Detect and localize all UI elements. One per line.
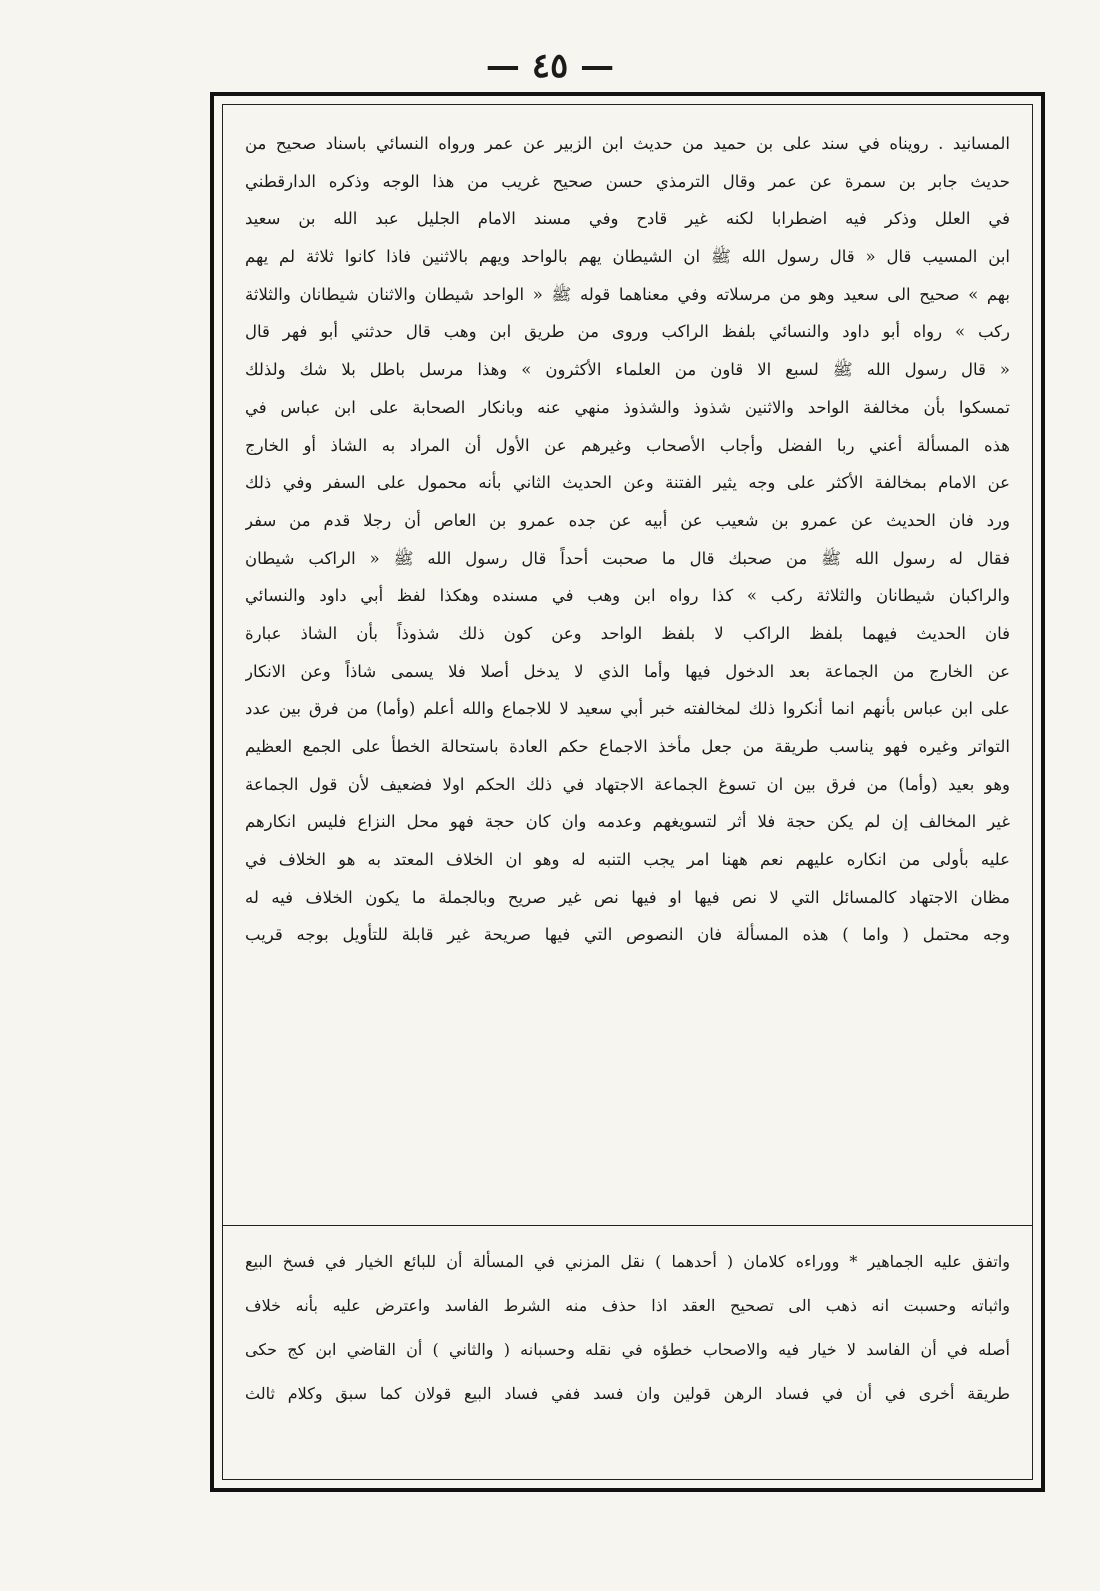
main-text-line: في العلل وذكر فيه اضطرابا لكنه غير قادح وفي مسند الامام الجليل عبد الله بن سعيد (245, 209, 1010, 229)
footnote-line: واتفق عليه الجماهير * ووراءه كلامان ( أحدهما ) نقل المزني في المسألة أن للبائع الخيار في فسخ البيع (245, 1252, 1010, 1271)
main-text-line: فان الحديث فيهما بلفظ الراكب لا بلفظ الواحد وعن كون ذلك شذوذاً بأن الشاذ عبارة (245, 623, 1010, 643)
main-text-line: ابن المسيب قال « قال رسول الله ﷺ ان الشيطان يهم بالواحد ويهم بالاثنين فاذا كانوا ثلاثة لم يهم (245, 247, 1010, 267)
main-text-block (245, 125, 1010, 954)
main-text-line: والراكبان شيطانان والثلاثة ركب » كذا رواه ابن وهب في مسنده وهكذا لفظ أبي داود والنسائي (245, 586, 1010, 606)
main-text-line: عن الامام بمخالفة الأكثر على وجه يثير الفتنة وعن الحديث الثاني بأنه محمول على السفر وفي ذلك (245, 473, 1010, 493)
main-text-line: التواتر وغيره فهو يناسب طريقة من جعل مأخذ الاجماع حكم العادة باستحالة الخطأ على الجمع العظيم (245, 737, 1010, 756)
main-text-line: عن الخارج من الجماعة بعد الدخول فيها وأما الذي لا يدخل أصلا فلا يسمى شاذاً وعن الانكار (245, 661, 1010, 681)
main-text-line: ركب » رواه أبو داود والنسائي بلفظ الراكب وروى من طريق ابن وهب قال حدثني أبو فهر قال (245, 322, 1010, 342)
footnote-line: طريقة أخرى في أن في فساد الرهن قولين وان فسد ففي فساد البيع قولان كما سبق وكلام ثالث (245, 1384, 1010, 1403)
main-text-line: مظان الاجتهاد كالمسائل التي لا نص فيها او فيها نص غير صريح وبالجملة ما يكون الخلاف فيه له (245, 887, 1010, 907)
main-text-line: عليه بأولى من انكاره عليهم نعم ههنا امر يجب التنبه له وهو ان الخلاف المعتد به هو الخلاف في (245, 850, 1010, 870)
main-text-line: ورد فان الحديث عن عمرو بن شعيب عن أبيه عن جده عمرو بن العاص أن رجلا قدم من سفر (245, 510, 1010, 530)
main-text-line: وهو بعيد (وأما) من فرق بين ان تسوغ الجماعة الاجتهاد في ذلك الحكم اولا فضعيف لأن قول الجماعة (245, 774, 1010, 794)
main-text-line: المسانيد . رويناه في سند على بن حميد من حديث ابن الزبير عن عمر ورواه النسائي باسناد صحيح من (245, 134, 1010, 153)
main-text-line: تمسكوا بأن مخالفة الواحد والاثنين شذوذ والشذوذ منهي عنه وبانكار الصحابة على ابن عباس في (245, 397, 1010, 417)
main-text-line: بهم » صحيح الى سعيد وهو من مرسلاته وفي معناهما قوله ﷺ « الواحد شيطان والاثنان شيطانان والثلاثة (245, 284, 1010, 304)
main-text-line: هذه المسألة أعني ربا الفضل وأجاب الأصحاب وغيرهم عن الأول أن المراد به الشاذ أو الخارج (245, 435, 1010, 455)
footnote-line: واثباته وحسبت انه ذهب الى تصحيح العقد اذا حذف منه الشرط الفاسد واعترض عليه بأنه خلاف (245, 1296, 1010, 1315)
page-frame (210, 92, 1045, 1492)
page-number: — ٤٥ — (485, 46, 615, 86)
main-text-line: « قال رسول الله ﷺ لسبع الا قاون من العلماء الأكثرون » وهذا مرسل باطل بلا شك ولذلك (245, 360, 1010, 380)
footnote-block (245, 1240, 1010, 1416)
footnote-separator (223, 1225, 1032, 1226)
main-text-line: وجه محتمل ( واما ) هذه المسألة فان النصوص التي فيها صريحة غير قابلة للتأويل بوجه قريب (245, 925, 1010, 945)
main-text-line: فقال له رسول الله ﷺ من صحبك قال ما صحبت أحداً قال رسول الله ﷺ « الراكب شيطان (245, 548, 1010, 568)
footnote-line: أصله في أن الفاسد لا خيار فيه والاصحاب خطؤه في نقله وحسبانه ( والثاني ) أن القاضي ابن كج حكى (245, 1340, 1010, 1359)
main-text-line: على ابن عباس بأنهم انما أنكروا ذلك لمخالفته خبر أبي سعيد لا للاجماع والله أعلم (وأما) من فرق بين عدد (245, 699, 1010, 719)
inner-frame (222, 104, 1033, 1480)
main-text-line: حديث جابر بن سمرة عن عمر وقال الترمذي حسن صحيح غريب من هذا الوجه وذكره الدارقطني (245, 171, 1010, 191)
main-text-line: غير المخالف إن لم يكن حجة فلا أثر لتسويغهم وعدمه وان كان حجة فهو محل النزاع فليس انكارهم (245, 812, 1010, 832)
